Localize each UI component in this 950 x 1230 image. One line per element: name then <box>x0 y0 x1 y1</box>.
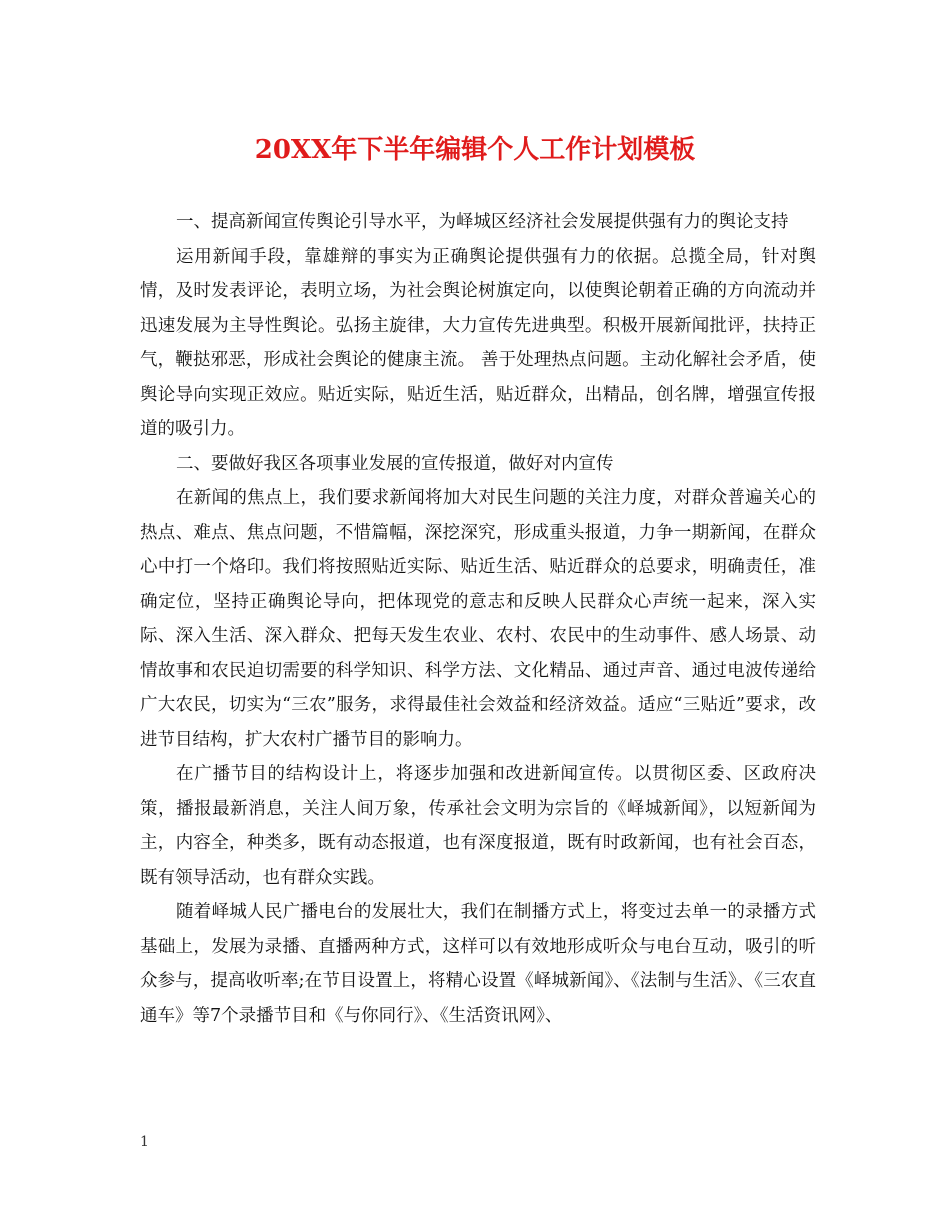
document-title: 20XX年下半年编辑个人工作计划模板 <box>254 135 696 165</box>
heading-section-1: 一、提高新闻宣传舆论引导水平，为峄城区经济社会发展提供强有力的舆论支持 <box>176 212 789 232</box>
document-body <box>140 205 816 1033</box>
heading-section-2: 二、要做好我区各项事业发展的宣传报道，做好对内宣传 <box>176 453 614 474</box>
paragraph: 在新闻的焦点上，我们要求新闻将加大对民生问题的关注力度，对群众普遍关心的热点、难点、焦点问题，不惜篇幅，深挖深究，形成重头报道，力争一期新闻，在群众心中打一个烙印。我们将按照贴近实际、贴近生活、贴近群众的总要求，明确责任，准确定位，坚持正确舆论导向，把体现党的意志和反映人民群众心声统一起来，深入实际、深入生活、深入群众、把每天发生农业、农村、农民中的生动事件、感人场景、动情故事和农民迫切需要的科学知识、科学方法、文化精品、通过声音、通过电波传递给广大农民，切实为“三农”服务，求得最佳社会效益和经济效益。适应“三贴近”要求，改进节目结构，扩大农村广播节目的影响力。 <box>140 488 816 750</box>
paragraph: 随着峄城人民广播电台的发展壮大，我们在制播方式上，将变过去单一的录播方式基础上，发展为录播、直播两种方式，这样可以有效地形成听众与电台互动，吸引的听众参与，提高收听率;在节目设置上，将精心设置《峄城新闻》、《法制与生活》、《三农直通车》等7个录播节目和《与你同行》、《生活资讯网》、 <box>140 902 816 1026</box>
paragraph: 在广播节目的结构设计上，将逐步加强和改进新闻宣传。以贯彻区委、区政府决策，播报最新消息，关注人间万象，传承社会文明为宗旨的《峄城新闻》，以短新闻为主，内容全，种类多，既有动态报道，也有深度报道，既有时政新闻，也有社会百态，既有领导活动，也有群众实践。 <box>140 764 816 888</box>
paragraph: 运用新闻手段，靠雄辩的事实为正确舆论提供强有力的依据。总揽全局，针对舆情，及时发表评论，表明立场，为社会舆论树旗定向，以使舆论朝着正确的方向流动并迅速发展为主导性舆论。弘扬主旋律，大力宣传先进典型。积极开展新闻批评，扶持正气，鞭挞邪恶，形成社会舆论的健康主流。 善于处理热点问题。主动化解社会矛盾，使舆论导向实现正效应。贴近实际，贴近生活，贴近群众，出精品，创名牌，增强宣传报道的吸引力。 <box>140 246 816 439</box>
page-number: 1 <box>140 1134 149 1150</box>
